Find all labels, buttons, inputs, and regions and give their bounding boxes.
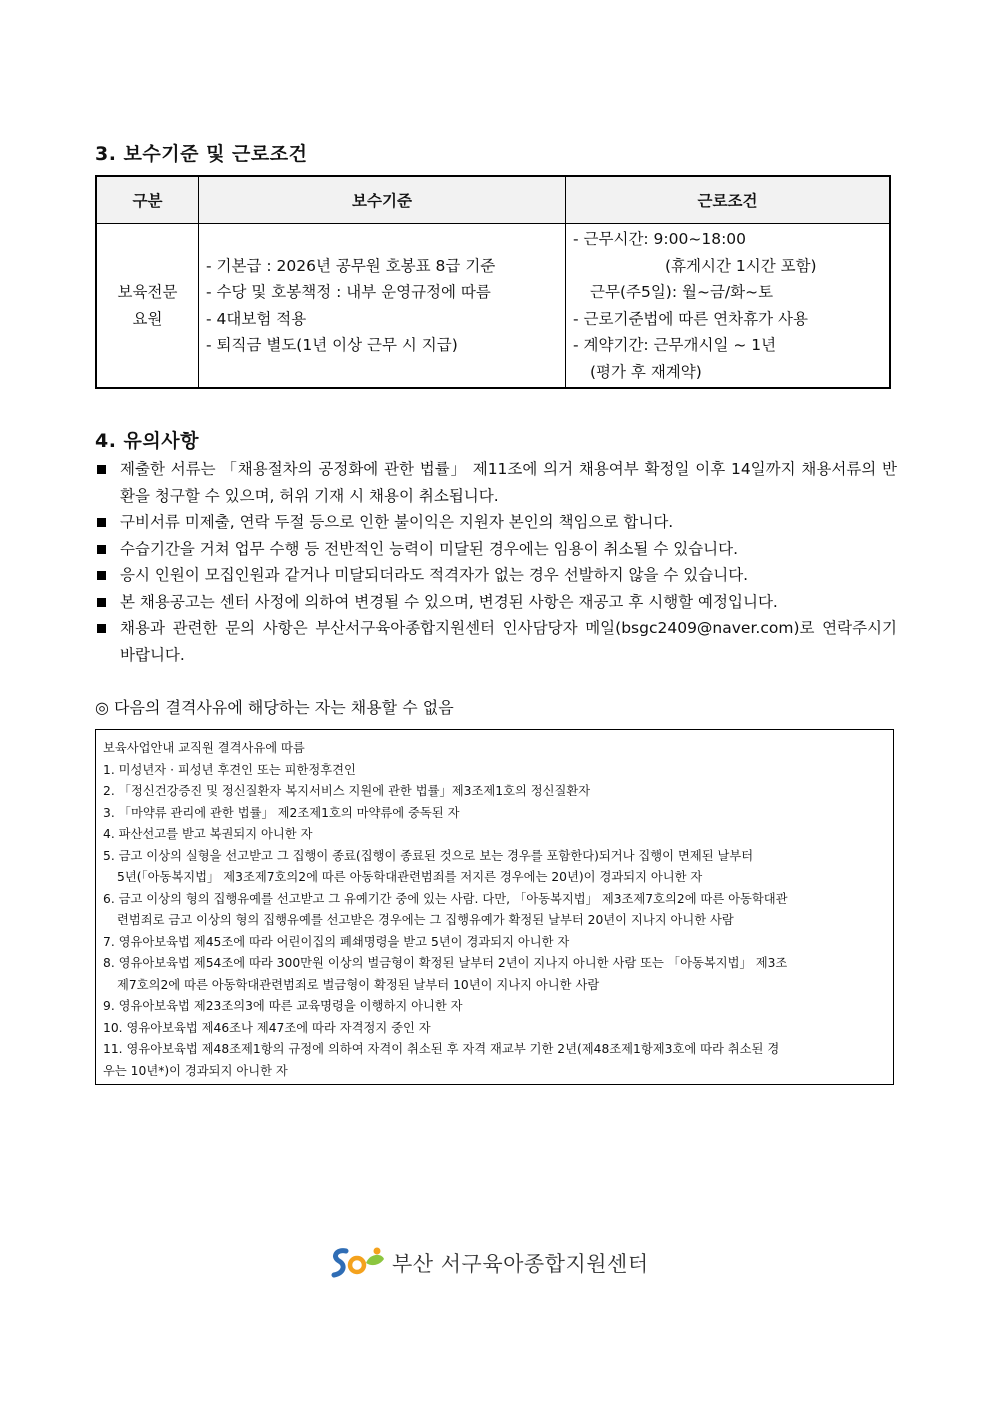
- list-item: [95, 562, 897, 589]
- exclusion-line: 련범죄로 금고 이상의 형의 집행유예를 선고받은 경우에는 그 집행유예가 확정된 날부터 20년이 지나지 아니한 사람: [117, 913, 734, 927]
- list-item: [95, 536, 897, 563]
- square-bullet-icon: [97, 571, 106, 580]
- notice-text: 본 채용공고는 센터 사정에 의하여 변경될 수 있으며, 변경된 사항은 재공고 후 시행할 예정입니다.: [120, 592, 778, 611]
- list-item: [95, 509, 897, 536]
- pay-line: - 수당 및 호봉책정 : 내부 운영규정에 따름: [206, 283, 491, 301]
- org-name: 부산 서구육아종합지원센터: [392, 1252, 649, 1276]
- pay-line: - 퇴직금 별도(1년 이상 근무 시 지급): [206, 336, 458, 354]
- table-header-row: [96, 176, 890, 224]
- exclusion-line: 2. 「정신건강증진 및 정신질환자 복지서비스 지원에 관한 법률」제3조제1호의 정신질환자: [103, 784, 591, 798]
- pay-cell: [199, 224, 566, 389]
- notice-text: 제출한 서류는 「채용절차의 공정화에 관한 법률」 제11조에 의거 채용여부 확정일 이후 14일까지 채용서류의 반환을 청구할 수 있으며, 허위 기재 시 채용이 취소됩니다.: [120, 460, 897, 505]
- work-line: 근무(주5일): 월~금/화~토: [590, 283, 774, 301]
- list-item: [95, 456, 897, 509]
- notice-text: 응시 인원이 모집인원과 같거나 미달되더라도 적격자가 없는 경우 선발하지 않을 수 있습니다.: [120, 566, 749, 584]
- exclusion-line: 5년(「아동복지법」 제3조제7호의2에 따른 아동학대관련범죄를 저지른 경우에는 20년)이 경과되지 아니한 자: [117, 870, 703, 884]
- exclusion-line: 3. 「마약류 관리에 관한 법률」 제2조제1호의 마약류에 중독된 자: [103, 805, 460, 820]
- exclusion-line: 우는 10년*)이 경과되지 아니한 자: [103, 1063, 288, 1078]
- exclusion-line: 1. 미성년자 · 피성년 후견인 또는 피한정후견인: [103, 762, 356, 777]
- exclusion-line: 4. 파산선고를 받고 복권되지 아니한 자: [103, 827, 313, 841]
- list-item: [95, 615, 897, 668]
- header-work: 근로조건: [566, 176, 891, 224]
- square-bullet-icon: [97, 598, 106, 607]
- work-line: (평가 후 재계약): [590, 362, 702, 381]
- category-line: 요원: [132, 309, 163, 328]
- pay-conditions-table: [95, 175, 891, 389]
- exclusion-line: 5. 금고 이상의 실형을 선고받고 그 집행이 종료(집행이 종료된 것으로 보는 경우를 포함한다)되거나 집행이 면제된 날부터: [103, 848, 754, 863]
- work-line: - 근무시간: 9:00~18:00: [573, 230, 747, 248]
- square-bullet-icon: [97, 465, 106, 474]
- center-logo-icon: [330, 1245, 386, 1281]
- pay-line: - 기본급 : 2026년 공무원 호봉표 8급 기준: [206, 256, 496, 275]
- category-cell: [96, 224, 199, 389]
- notice-list: [95, 456, 897, 668]
- section4-title: 4. 유의사항: [95, 430, 199, 452]
- exclusion-title: ◎ 다음의 결격사유에 해당하는 자는 채용할 수 없음: [95, 698, 454, 717]
- work-cell: [566, 224, 891, 389]
- notice-text: 구비서류 미제출, 연락 두절 등으로 인한 불이익은 지원자 본인의 책임으로 합니다.: [120, 513, 674, 531]
- list-item: [95, 589, 897, 616]
- exclusion-line: 6. 금고 이상의 형의 집행유예를 선고받고 그 유예기간 중에 있는 사람. 다만, 「아동복지법」 제3조제7호의2에 따른 아동학대관: [103, 891, 788, 906]
- work-line: - 계약기간: 근무개시일 ~ 1년: [573, 336, 777, 354]
- notice-text: 채용과 관련한 문의 사항은 부산서구육아종합지원센터 인사담당자 메일(bsgc2409@naver.com)로 연락주시기 바랍니다.: [120, 619, 897, 664]
- pay-line: - 4대보험 적용: [206, 309, 307, 328]
- section3-title: 3. 보수기준 및 근로조건: [95, 143, 308, 165]
- exclusion-line: 10. 영유아보육법 제46조나 제47조에 따라 자격정지 중인 자: [103, 1020, 431, 1035]
- square-bullet-icon: [97, 624, 106, 633]
- work-line: (휴게시간 1시간 포함): [665, 256, 817, 275]
- exclusion-line: 11. 영유아보육법 제48조제1항의 규정에 의하여 자격이 취소된 후 자격 재교부 기한 2년(제48조제1항제3호에 따라 취소된 경: [103, 1042, 780, 1056]
- exclusion-line: 보육사업안내 교직원 결격사유에 따름: [103, 741, 305, 755]
- square-bullet-icon: [97, 518, 106, 527]
- header-category: 구분: [96, 176, 199, 224]
- table-row: [96, 224, 890, 389]
- category-line: 보육전문: [117, 283, 178, 301]
- exclusion-line: 제7호의2에 따른 아동학대관련범죄로 벌금형이 확정된 날부터 10년이 지나지 아니한 사람: [117, 977, 600, 992]
- exclusion-line: 7. 영유아보육법 제45조에 따라 어린이집의 폐쇄명령을 받고 5년이 경과되지 아니한 자: [103, 934, 570, 949]
- footer-logo: [330, 1244, 649, 1282]
- header-pay: 보수기준: [199, 176, 566, 224]
- square-bullet-icon: [97, 545, 106, 554]
- work-line: - 근로기준법에 따른 연차휴가 사용: [573, 309, 808, 328]
- exclusion-box: [95, 729, 894, 1085]
- exclusion-line: 8. 영유아보육법 제54조에 따라 300만원 이상의 벌금형이 확정된 날부터 2년이 지나지 아니한 사람 또는 「아동복지법」 제3조: [103, 956, 788, 970]
- notice-text: 수습기간을 거쳐 업무 수행 등 전반적인 능력이 미달된 경우에는 임용이 취소될 수 있습니다.: [120, 539, 739, 558]
- exclusion-line: 9. 영유아보육법 제23조의3에 따른 교육명령을 이행하지 아니한 자: [103, 999, 463, 1013]
